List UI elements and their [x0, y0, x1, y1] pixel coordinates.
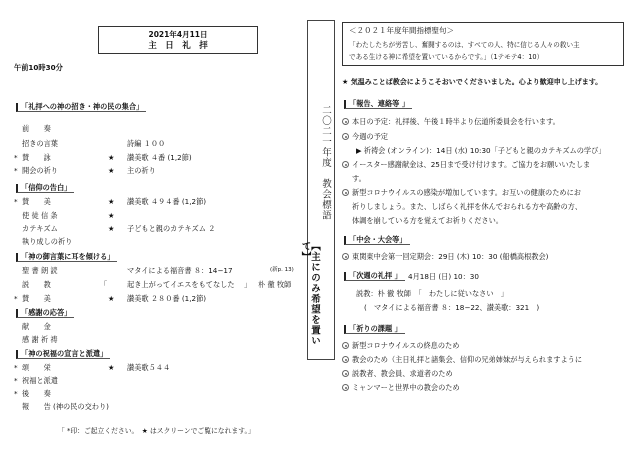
screen-star-icon: ★ [108, 211, 115, 220]
list-item: 本日の予定：礼拝後、午後１時半より伝道所委員会を行います。 [342, 118, 560, 125]
list-item: イースター感謝献金は、25日まで受け付けます。ご協力をお願いいたしま [342, 161, 590, 168]
meetings-title: 「中会・大会等」 [344, 236, 410, 245]
order-content: 讃美歌５４４ [127, 363, 171, 372]
order-row: 前 奏 [22, 124, 51, 133]
bullet-icon [342, 189, 349, 196]
list-item: 教会のため（主日礼拝と諸集会、信仰の兄弟姉妹が与えられますように [342, 356, 582, 363]
welcome-message: ★ 気温みことば教会にようこそおいでくださいました。心より歓迎申し上げます。 [342, 78, 603, 86]
bullet-icon [342, 253, 349, 260]
preacher: 朴 徹 牧師 [258, 280, 292, 289]
section-gathering-title: 「礼拝への神の招き・神の民の集合」 [16, 103, 146, 112]
bullet-icon [342, 161, 349, 168]
verse-title: ＜２０２１年度年間指標聖句＞ [349, 26, 454, 35]
screen-star-icon: ★ [108, 166, 115, 175]
order-row: * 後 奏 [14, 389, 51, 398]
bullet-icon [342, 370, 349, 377]
screen-star-icon: ★ [108, 363, 115, 372]
section-response-title: 「感謝の応答」 [16, 309, 74, 318]
screen-star-icon: ★ [108, 197, 115, 206]
order-row: * 祝福と派遣 [14, 376, 58, 385]
reading-page: (新p. 13) [270, 267, 294, 273]
order-row: 献 金 [22, 322, 51, 331]
order-row: * 賛 美 [14, 294, 51, 303]
order-row: 使 徒 信 条 [22, 211, 58, 220]
list-item: 体調を崩している方を覚えてお祈りください。 [352, 216, 503, 225]
start-time: 午前10時30分 [14, 63, 63, 72]
bullet-icon [342, 384, 349, 391]
order-row: * 頌 栄 [14, 363, 51, 372]
sermon-label: 説 教 [22, 280, 51, 289]
screen-star-icon: ★ [108, 294, 115, 303]
order-row: 報 告 (神の民の交わり) [22, 402, 109, 411]
list-item: 説教者、教会員、求道者のため [342, 370, 453, 377]
list-item: ▶ 祈祷会 (オンライン)：14日 (水) 10:30「子どもと親のカテキズムの学び」 [356, 146, 606, 155]
order-row: 感 謝 祈 祷 [22, 335, 58, 344]
list-item: 祈りしましょう。また、しばらく礼拝を休んでおられる方や高齢の方、 [352, 202, 583, 211]
verse-line-2: である生ける神に希望を置いているからです。」（1テモテ4：10） [349, 53, 544, 61]
service-title: 主 日 礼 拝 [148, 41, 208, 51]
next-service-date: 4月18日 (日) 10：30 [408, 272, 479, 281]
motto-year: 二〇二一年度 教会標語 [320, 105, 331, 221]
motto-column [299, 20, 335, 360]
service-date: 2021年4月11日 [148, 30, 208, 39]
order-row: * 賛 詠 [14, 153, 51, 162]
order-content: 讃美歌 ４番 (1,2節) [127, 153, 192, 162]
screen-star-icon: ★ [108, 153, 115, 162]
bullet-icon [342, 133, 349, 140]
bullet-icon [342, 356, 349, 363]
next-service-title: 「次週の礼拝 」 [344, 272, 405, 281]
order-row: * 賛 美 [14, 197, 51, 206]
reading-content: マタイによる福音書 ８：14−17 [127, 266, 233, 275]
bullet-icon [342, 342, 349, 349]
sermon-close-quote: 」 [244, 280, 252, 289]
section-sending-title: 「神の祝福の宣言と派遣」 [16, 350, 110, 359]
reading-label: 聖 書 朗 読 [22, 266, 58, 275]
order-content: 詩編 １００ [127, 139, 166, 148]
list-item: 東関東中会第一回定期会：29日 (木) 10：30 (船橋高根教会) [342, 253, 548, 260]
motto-text: 【主にのみ希望を置いて】 [299, 241, 320, 346]
header-box [98, 26, 258, 54]
list-item: 今週の予定 [342, 133, 388, 140]
order-row: * 開会の祈り [14, 166, 58, 175]
sermon-open-quote: 「 [100, 280, 108, 289]
list-item: ミャンマーと世界中の教会のため [342, 384, 460, 391]
order-content: 讃美歌 ４９４番 (1,2節) [127, 197, 207, 206]
footnote: 「 *印：ご起立ください。 ★ はスクリーンでご覧になれます。」 [58, 427, 255, 435]
order-content: 主の祈り [127, 166, 156, 175]
list-item: す。 [352, 174, 366, 183]
reports-title: 「報告、連絡等 」 [344, 100, 412, 109]
prayer-title: 「祈りの課題 」 [344, 325, 405, 334]
order-content: 讃美歌 ２８０番 (1,2節) [127, 294, 207, 303]
section-word-title: 「神の御言葉に耳を傾ける」 [16, 253, 117, 262]
verse-line-1: 「わたしたちが労苦し、奮闘するのは、すべての人、特に信じる人々の救い主 [349, 41, 580, 49]
order-row: 執り成しの祈り [22, 237, 73, 246]
list-item: 新型コロナウイルスの終息のため [342, 342, 459, 349]
bullet-icon [342, 118, 349, 125]
sermon-title: 起き上がってイエスをもてなした [127, 280, 235, 289]
order-row: 招きの言葉 [22, 139, 58, 148]
next-sermon: 説教：朴 徹 牧師 「 わたしに従いなさい 」 [356, 289, 508, 298]
list-item: 新型コロナウイルスの感染が増加しています。お互いの健康のためにお [342, 189, 581, 196]
section-confession-title: 「信仰の告白」 [16, 184, 74, 193]
order-content: 子どもと親のカテキズム ２ [127, 224, 216, 233]
verse-box [342, 22, 624, 66]
order-row: カテキズム [22, 224, 58, 233]
next-reading: ( マタイによる福音書 ８：18−22、讃美歌：321 ) [364, 303, 540, 312]
screen-star-icon: ★ [108, 224, 115, 233]
